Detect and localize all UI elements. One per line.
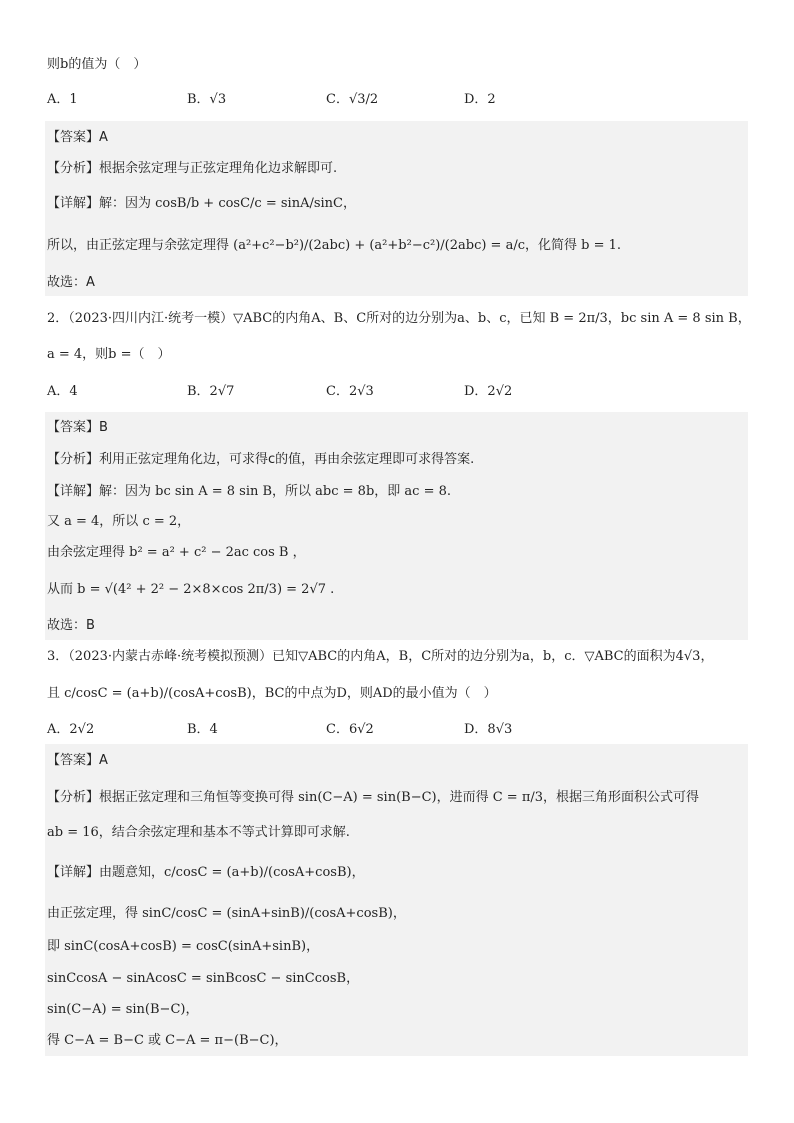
question-text: a = 4，则b =（ ） [47,347,171,362]
answer-line: 【答案】A [47,753,108,768]
option-b[interactable]: B．4 [187,722,218,737]
detail-line: 由余弦定理得 b² = a² + c² − 2ac cos B ， [47,545,306,560]
choice-line: 故选：B [47,618,95,633]
choice-line: 故选：A [47,275,95,290]
option-c[interactable]: C．2√3 [326,384,374,399]
detail-line: 又 a = 4，所以 c = 2， [47,514,191,529]
answer-line: 【答案】A [47,130,108,145]
detail-line: sin(C−A) = sin(B−C)， [47,1002,199,1017]
option-b[interactable]: B．2√7 [187,384,235,399]
detail-line: sinCcosA − sinAcosC = sinBcosC − sinCcosB， [47,971,360,986]
option-a[interactable]: A．2√2 [47,722,95,737]
question-text: 则b的值为（ ） [47,57,147,72]
question-text: 且 c/cosC = (a+b)/(cosA+cosB)，BC的中点为D，则AD的最小值为（ ） [47,686,497,701]
detail-line: 由正弦定理，得 sinC/cosC = (sinA+sinB)/(cosA+cosB)， [47,906,406,921]
option-a[interactable]: A．4 [47,384,78,399]
option-c[interactable]: C．6√2 [326,722,374,737]
detail-line: 【详解】由题意知，c/cosC = (a+b)/(cosA+cosB)， [47,865,365,880]
option-c[interactable]: C．√3/2 [326,92,379,107]
detail-line: 所以，由正弦定理与余弦定理得 (a²+c²−b²)/(2abc) + (a²+b²−c²)/(2abc) = a/c，化简得 b = 1. [47,238,621,253]
question-text: 3．（2023·内蒙古赤峰·统考模拟预测）已知▽ABC的内角A，B，C所对的边分别为a，b，c．▽ABC的面积为4√3， [47,649,714,664]
detail-line: 从而 b = √(4² + 2² − 2×8×cos 2π/3) = 2√7 . [47,582,335,597]
question-text: 2．（2023·四川内江·统考一模）▽ABC的内角A、B、C所对的边分别为a、b、c，已知 B = 2π/3，bc sin A = 8 sin B， [47,311,751,326]
option-d[interactable]: D．2 [464,92,496,107]
option-d[interactable]: D．2√2 [464,384,513,399]
analysis-line: ab = 16，结合余弦定理和基本不等式计算即可求解. [47,825,350,840]
analysis-line: 【分析】利用正弦定理角化边，可求得c的值，再由余弦定理即可求得答案. [47,452,475,467]
answer-line: 【答案】B [47,420,108,435]
option-a[interactable]: A．1 [47,92,78,107]
analysis-line: 【分析】根据余弦定理与正弦定理角化边求解即可. [47,161,338,176]
detail-line: 即 sinC(cosA+cosB) = cosC(sinA+sinB)， [47,939,320,954]
detail-line: 【详解】解：因为 bc sin A = 8 sin B，所以 abc = 8b，即 ac = 8. [47,484,451,499]
detail-line: 【详解】解：因为 cosB/b + cosC/c = sinA/sinC， [47,196,356,211]
analysis-line: 【分析】根据正弦定理和三角恒等变换可得 sin(C−A) = sin(B−C)，进而得 C = π/3，根据三角形面积公式可得 [47,790,700,805]
option-d[interactable]: D．8√3 [464,722,513,737]
detail-line: 得 C−A = B−C 或 C−A = π−(B−C)， [47,1033,288,1048]
option-b[interactable]: B．√3 [187,92,227,107]
